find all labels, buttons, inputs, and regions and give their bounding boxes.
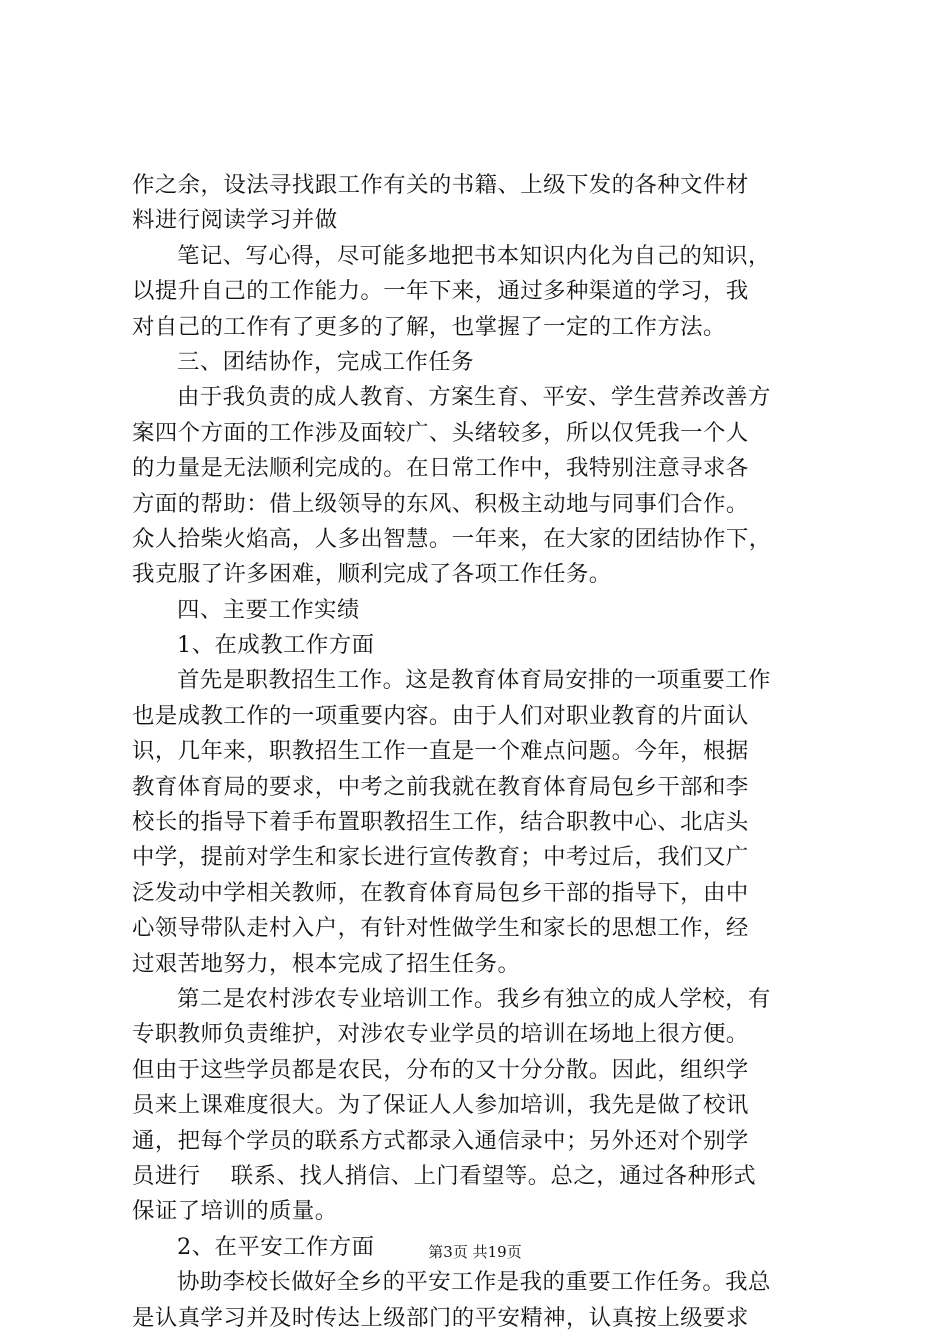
text-line: 教育体育局的要求，中考之前我就在教育体育局包乡干部和李 <box>132 773 749 800</box>
text-line: 保证了培训的质量。 <box>132 1198 338 1225</box>
text-line: 案四个方面的工作涉及面较广、头绪较多，所以仅凭我一个人 <box>132 419 749 446</box>
text-line: 众人拾柴火焰高，人多出智慧。一年来，在大家的团结协作下， <box>132 525 772 552</box>
text-line: 的力量是无法顺利完成的。在日常工作中，我特别注意寻求各 <box>132 455 749 482</box>
text-line: 过艰苦地努力，根本完成了招生任务。 <box>132 950 521 977</box>
text-line: 但由于这些学员都是农民，分布的又十分分散。因此，组织学 <box>132 1056 749 1083</box>
page-number: 第3页 共19页 <box>428 1243 522 1261</box>
text-line: 校长的指导下着手布置职教招生工作，结合职教中心、北店头 <box>132 809 749 836</box>
text-line: 第二是农村涉农专业培训工作。我乡有独立的成人学校，有 <box>177 985 771 1012</box>
text-line: 专职教师负责维护，对涉农专业学员的培训在场地上很方便。 <box>132 1021 749 1048</box>
text-line: 笔记、写心得，尽可能多地把书本知识内化为自己的知识， <box>177 242 771 269</box>
text-line: 员来上课难度很大。为了保证人人参加培训，我先是做了校讯 <box>132 1092 749 1119</box>
text-line: 也是成教工作的一项重要内容。由于人们对职业教育的片面认 <box>132 702 749 729</box>
text-line: 协助李校长做好全乡的平安工作是我的重要工作任务。我总 <box>177 1269 771 1296</box>
text-line: 由于我负责的成人教育、方案生育、平安、学生营养改善方 <box>177 384 771 411</box>
text-line: 方面的帮助：借上级领导的东风、积极主动地与同事们合作。 <box>132 490 749 517</box>
text-line: 三、团结协作，完成工作任务 <box>177 348 474 375</box>
text-line: 我克服了许多困难，顺利完成了各项工作任务。 <box>132 561 612 588</box>
text-line: 通，把每个学员的联系方式都录入通信录中；另外还对个别学 <box>132 1127 749 1154</box>
text-line: 四、主要工作实绩 <box>177 596 360 623</box>
text-line: 泛发动中学相关教师，在教育体育局包乡干部的指导下，由中 <box>132 879 749 906</box>
text-line: 1、在成教工作方面 <box>177 632 375 659</box>
text-line: 对自己的工作有了更多的了解，也掌握了一定的工作方法。 <box>132 313 726 340</box>
text-line: 中学，提前对学生和家长进行宣传教育；中考过后，我们又广 <box>132 844 749 871</box>
text-line: 识，几年来，职教招生工作一直是一个难点问题。今年，根据 <box>132 738 749 765</box>
text-line: 员进行 联系、找人捎信、上门看望等。总之，通过各种形式 <box>132 1162 757 1189</box>
text-line: 心领导带队走村入户，有针对性做学生和家长的思想工作，经 <box>132 915 749 942</box>
document-body <box>132 168 832 1336</box>
text-line: 料进行阅读学习并做 <box>132 207 338 234</box>
text-line: 2、在平安工作方面 <box>177 1233 375 1260</box>
text-line: 首先是职教招生工作。这是教育体育局安排的一项重要工作 <box>177 667 771 694</box>
text-line: 以提升自己的工作能力。一年下来，通过多种渠道的学习，我 <box>132 278 749 305</box>
text-line: 是认真学习并及时传达上级部门的平安精神，认真按上级要求 <box>132 1304 749 1331</box>
text-line: 作之余，设法寻找跟工作有关的书籍、上级下发的各种文件材 <box>132 172 749 198</box>
